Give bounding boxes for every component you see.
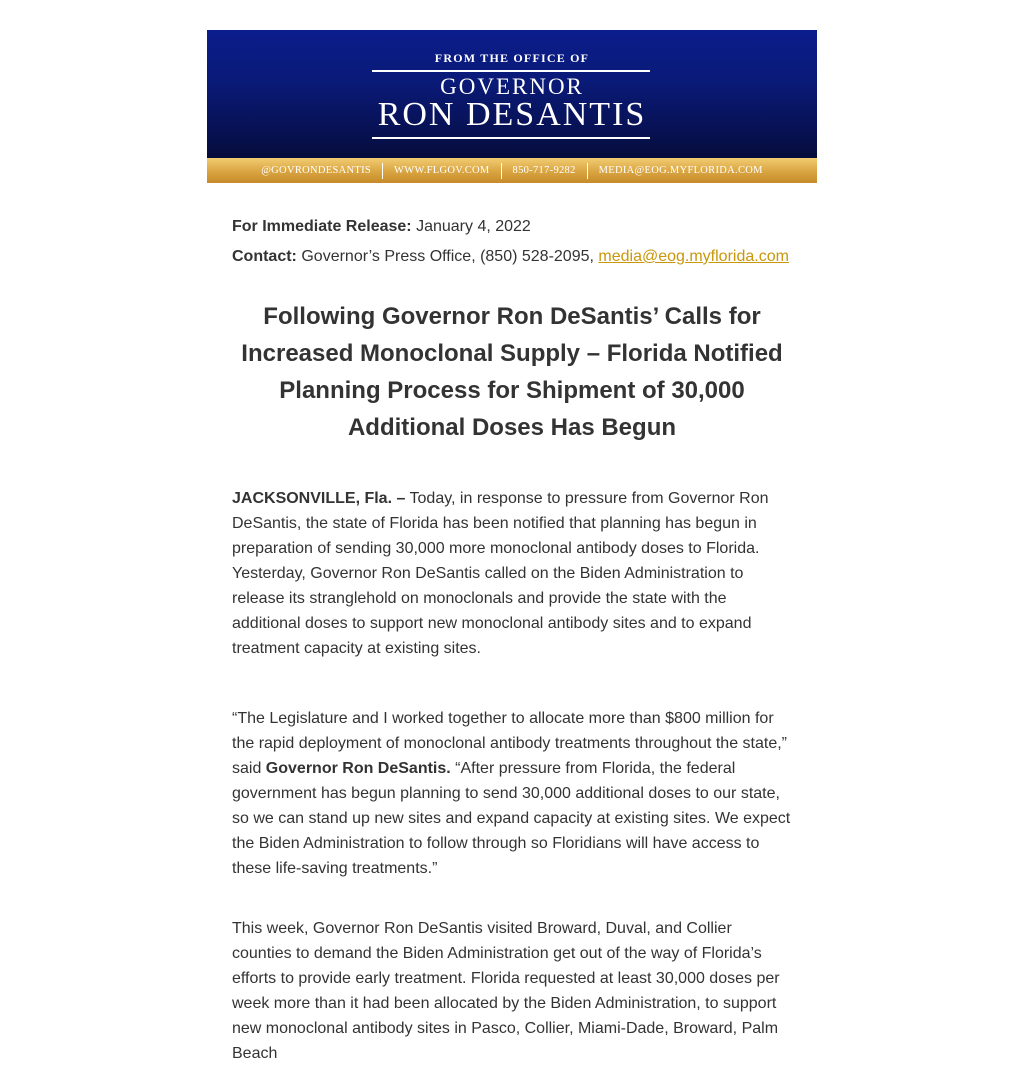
- banner-phone: 850-717-9282: [512, 165, 576, 176]
- body-paragraph-1: [232, 486, 792, 661]
- banner-divider-bottom: [372, 137, 650, 139]
- body-paragraph-3: [232, 916, 792, 1066]
- banner-handle: @GOVRONDESANTIS: [261, 165, 372, 176]
- banner-separator: [382, 163, 383, 179]
- banner-contact-strip: [207, 158, 817, 183]
- body-paragraph-2: [232, 706, 792, 881]
- contact-line: [232, 247, 789, 267]
- contact-label: Contact:: [232, 248, 297, 265]
- banner-from-office: FROM THE OFFICE OF: [434, 51, 590, 65]
- release-label: For Immediate Release:: [232, 218, 412, 235]
- banner-governor-title: GOVERNOR: [440, 74, 584, 99]
- banner-email: MEDIA@EOG.MYFLORIDA.COM: [598, 165, 763, 176]
- release-date: January 4, 2022: [416, 218, 531, 235]
- paragraph-text: Today, in response to pressure from Governor Ron DeSantis, the state of Florida has been notified that planning has begun in preparation of sending 30,000 more monoclonal antibody doses to Florida. Yesterday, Governor Ron DeSantis called on the Biden Administration to release its stranglehold on monoclonals and provide the state with the additional doses to support new monoclonal antibody sites and to expand treatment capacity at existing sites.: [232, 490, 769, 657]
- paragraph-text: This week, Governor Ron DeSantis visited Broward, Duval, and Collier counties to demand the Biden Administration get out of the way of Florida’s efforts to provide early treatment. Florida requested at least 30,000 doses per week more than it had been allocated by the Biden Administration, to support new monoclonal antibody sites in Pasco, Collier, Miami-Dade, Broward, Palm Beach: [232, 920, 780, 1062]
- banner-governor-name: RON DESANTIS: [377, 96, 647, 133]
- banner-title-area: [207, 30, 817, 158]
- banner-website: WWW.FLGOV.COM: [394, 165, 490, 176]
- quote-start: “The Legislature and I worked together to allocate more than $800 million for the rapid deployment of monoclonal antibody treatments throughout the state,” said: [232, 710, 788, 777]
- contact-text: Governor’s Press Office, (850) 528-2095,: [301, 248, 594, 265]
- header-banner: [207, 30, 817, 183]
- contact-email-link[interactable]: media@eog.myflorida.com: [598, 248, 789, 265]
- banner-divider-top: [372, 70, 650, 72]
- release-line: [232, 217, 531, 237]
- quote-speaker: Governor Ron DeSantis.: [265, 760, 451, 777]
- dateline: JACKSONVILLE, Fla. –: [232, 490, 406, 507]
- banner-separator: [587, 163, 588, 179]
- press-release-headline: Following Governor Ron DeSantis’ Calls for Increased Monoclonal Supply – Florida Notified Planning Process for Shipment of 30,000 Additional Doses Has Begun: [241, 303, 783, 441]
- quote-end: “After pressure from Florida, the federal government has begun planning to send 30,000 additional doses to our state, so we can stand up new sites and expand capacity at existing sites. We expect the Biden Administration to follow through so Floridians will have access to these life-saving treatments.”: [232, 760, 791, 877]
- banner-separator: [501, 163, 502, 179]
